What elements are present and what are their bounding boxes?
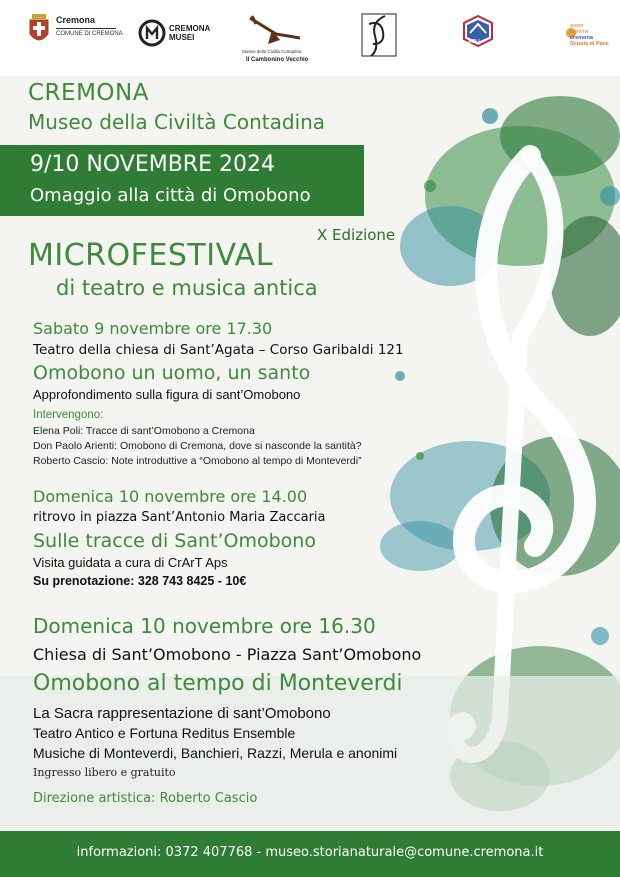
event3-direction: Direzione artistica: Roberto Cascio xyxy=(33,791,258,806)
acli-logo-icon xyxy=(462,15,494,51)
footer-info: informazioni: 0372 407768 - museo.storianaturale@comune.cremona.it xyxy=(76,845,544,860)
cambonino-text: Il Cambonino Vecchio xyxy=(246,57,309,63)
auser-line3: cremona xyxy=(570,35,593,41)
logo-strip xyxy=(0,0,620,76)
musei-logo-line1: CREMONA xyxy=(169,24,211,33)
logo-divider xyxy=(56,28,116,29)
festival-title: MICROFESTIVAL xyxy=(28,238,273,273)
event3-line3: Musiche di Monteverdi, Banchieri, Razzi, Merula e anonimi xyxy=(33,745,398,761)
event3-where: Chiesa di Sant’Omobono - Piazza Sant’Omobono xyxy=(33,645,422,664)
musei-logo-line2: MUSEI xyxy=(169,33,195,42)
event1-speakers-list xyxy=(33,424,362,469)
event3-title: Omobono al tempo di Monteverdi xyxy=(33,671,403,696)
acli-logo-text: ACLI xyxy=(468,39,480,45)
speaker-item: Roberto Cascio: Note introduttive a “Omobono al tempo di Monteverdi” xyxy=(33,455,362,467)
auser-line4: Scuola di Pace xyxy=(570,41,609,47)
musei-logo-text xyxy=(169,24,210,42)
event2-desc: Visita guidata a cura di CrArT Aps xyxy=(33,555,228,570)
event3-when: Domenica 10 novembre ore 16.30 xyxy=(33,614,376,638)
city-title: CREMONA xyxy=(28,80,149,106)
event1-speakers-label: Intervengono: xyxy=(33,409,104,421)
event2-where: ritrovo in piazza Sant’Antonio Maria Zaccaria xyxy=(33,510,326,525)
edition-text: X Edizione xyxy=(317,226,396,244)
event2-when: Domenica 10 novembre ore 14.00 xyxy=(33,487,308,506)
festival-subtitle: di teatro e musica antica xyxy=(56,276,318,300)
cambonino-museo-text: Museo della Civiltà Contadina xyxy=(242,49,302,54)
event2-booking: Su prenotazione: 328 743 8425 - 10€ xyxy=(33,574,247,588)
auser-line1: auser xyxy=(570,23,584,29)
event3-line2: Teatro Antico e Fortuna Reditus Ensemble xyxy=(33,725,296,741)
event1-title: Omobono un uomo, un santo xyxy=(33,362,311,384)
dates-text: 9/10 NOVEMBRE 2024 xyxy=(30,152,275,177)
cremona-logo-sub: COMUNE DI CREMONA xyxy=(56,31,123,37)
auser-line2: insieme xyxy=(570,29,589,35)
music-note-logo-icon xyxy=(361,10,397,64)
event3-entry: Ingresso libero e gratuito xyxy=(33,766,176,779)
event2-title: Sulle tracce di Sant’Omobono xyxy=(33,530,316,552)
event1-when: Sabato 9 novembre ore 17.30 xyxy=(33,319,273,338)
event3-line1: La Sacra rappresentazione di sant’Omobono xyxy=(33,705,331,722)
plough-icon xyxy=(246,12,306,50)
auser-logo-text xyxy=(570,23,609,47)
cremona-logo-name: Cremona xyxy=(56,15,96,25)
museum-title: Museo della Civiltà Contadina xyxy=(28,110,326,134)
event1-desc: Approfondimento sulla figura di sant’Omobono xyxy=(33,387,301,402)
speaker-item: Don Paolo Arienti: Omobono di Cremona, dove si nasconde la santità? xyxy=(33,440,362,452)
cremona-crest-icon xyxy=(28,14,50,46)
tribute-text: Omaggio alla città di Omobono xyxy=(30,185,311,206)
cremona-musei-icon xyxy=(138,19,166,51)
event1-where: Teatro della chiesa di Sant’Agata – Corso Garibaldi 121 xyxy=(33,342,404,358)
speaker-item: Elena Poli: Tracce di sant’Omobono a Cremona xyxy=(33,425,255,437)
